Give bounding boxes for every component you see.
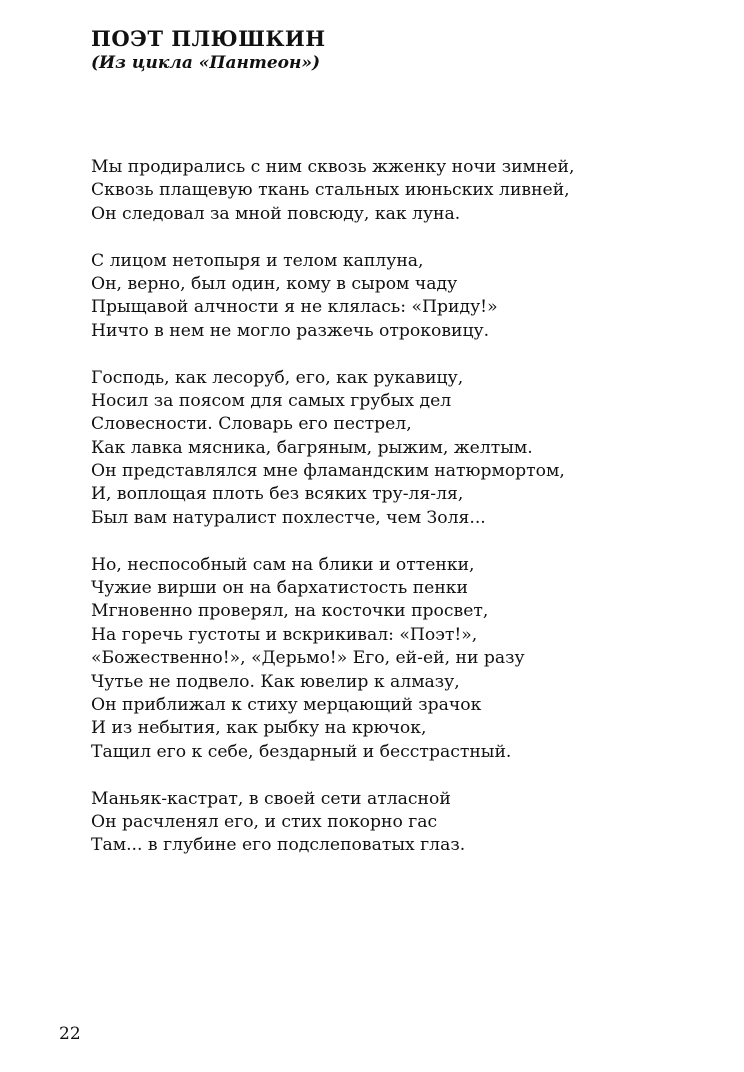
poem-line: И из небытия, как рыбку на крючок,	[91, 718, 427, 739]
poem-line: Как лавка мясника, багряным, рыжим, желтым.	[91, 437, 533, 458]
poem-line: С лицом нетопыря и телом каплуна,	[91, 250, 424, 271]
stanza	[91, 788, 711, 858]
stanza	[91, 554, 711, 765]
poem-line: Господь, как лесоруб, его, как рукавицу,	[91, 367, 464, 388]
stanza	[91, 156, 711, 226]
poem-body	[91, 156, 711, 881]
poem-line: Ничто в нем не могло разжечь отроковицу.	[91, 320, 490, 341]
poem-line: Носил за поясом для самых грубых дел	[91, 390, 452, 411]
poem-line: Маньяк-кастрат, в своей сети атласной	[91, 788, 451, 809]
poem-line: Чужие вирши он на бархатистость пенки	[91, 578, 468, 599]
poem-line: Сквозь плащевую ткань стальных июньских ливней,	[91, 180, 570, 201]
poem-line: Тащил его к себе, бездарный и бесстрастный.	[91, 741, 512, 762]
poem-line: Он расчленял его, и стих покорно гас	[91, 811, 438, 832]
poem-line: Он представлялся мне фламандским натюрмортом,	[91, 461, 565, 482]
poem-line: Чутье не подвело. Как ювелир к алмазу,	[91, 671, 460, 692]
poem-line: Словесности. Словарь его пестрел,	[91, 414, 412, 435]
poem-line: «Божественно!», «Дерьмо!» Его, ей-ей, ни разу	[91, 648, 525, 669]
poem-line: Он, верно, был один, кому в сыром чаду	[91, 273, 458, 294]
poem-line: На горечь густоты и вскрикивал: «Поэт!»,	[91, 624, 478, 645]
stanza	[91, 250, 711, 344]
poem-line: Но, неспособный сам на блики и оттенки,	[91, 554, 475, 575]
poem-line: И, воплощая плоть без всяких тру-ля-ля,	[91, 484, 464, 505]
poem-line: Он приближал к стиху мерцающий зрачок	[91, 694, 482, 715]
poem-subtitle: (Из цикла «Пантеон»)	[91, 53, 321, 73]
poem-line: Он следовал за мной повсюду, как луна.	[91, 203, 461, 224]
poem-line: Прыщавой алчности я не клялась: «Приду!»	[91, 297, 498, 318]
page-number: 22	[59, 1024, 81, 1044]
poem-title: ПОЭТ ПЛЮШКИН	[91, 26, 326, 51]
stanza	[91, 367, 711, 531]
poem-line: Там... в глубине его подслеповатых глаз.	[91, 835, 466, 856]
poem-line: Мы продирались с ним сквозь жженку ночи зимней,	[91, 157, 575, 177]
poem-line: Был вам натуралист похлестче, чем Золя...	[91, 507, 486, 528]
poem-line: Мгновенно проверял, на косточки просвет,	[91, 601, 489, 622]
